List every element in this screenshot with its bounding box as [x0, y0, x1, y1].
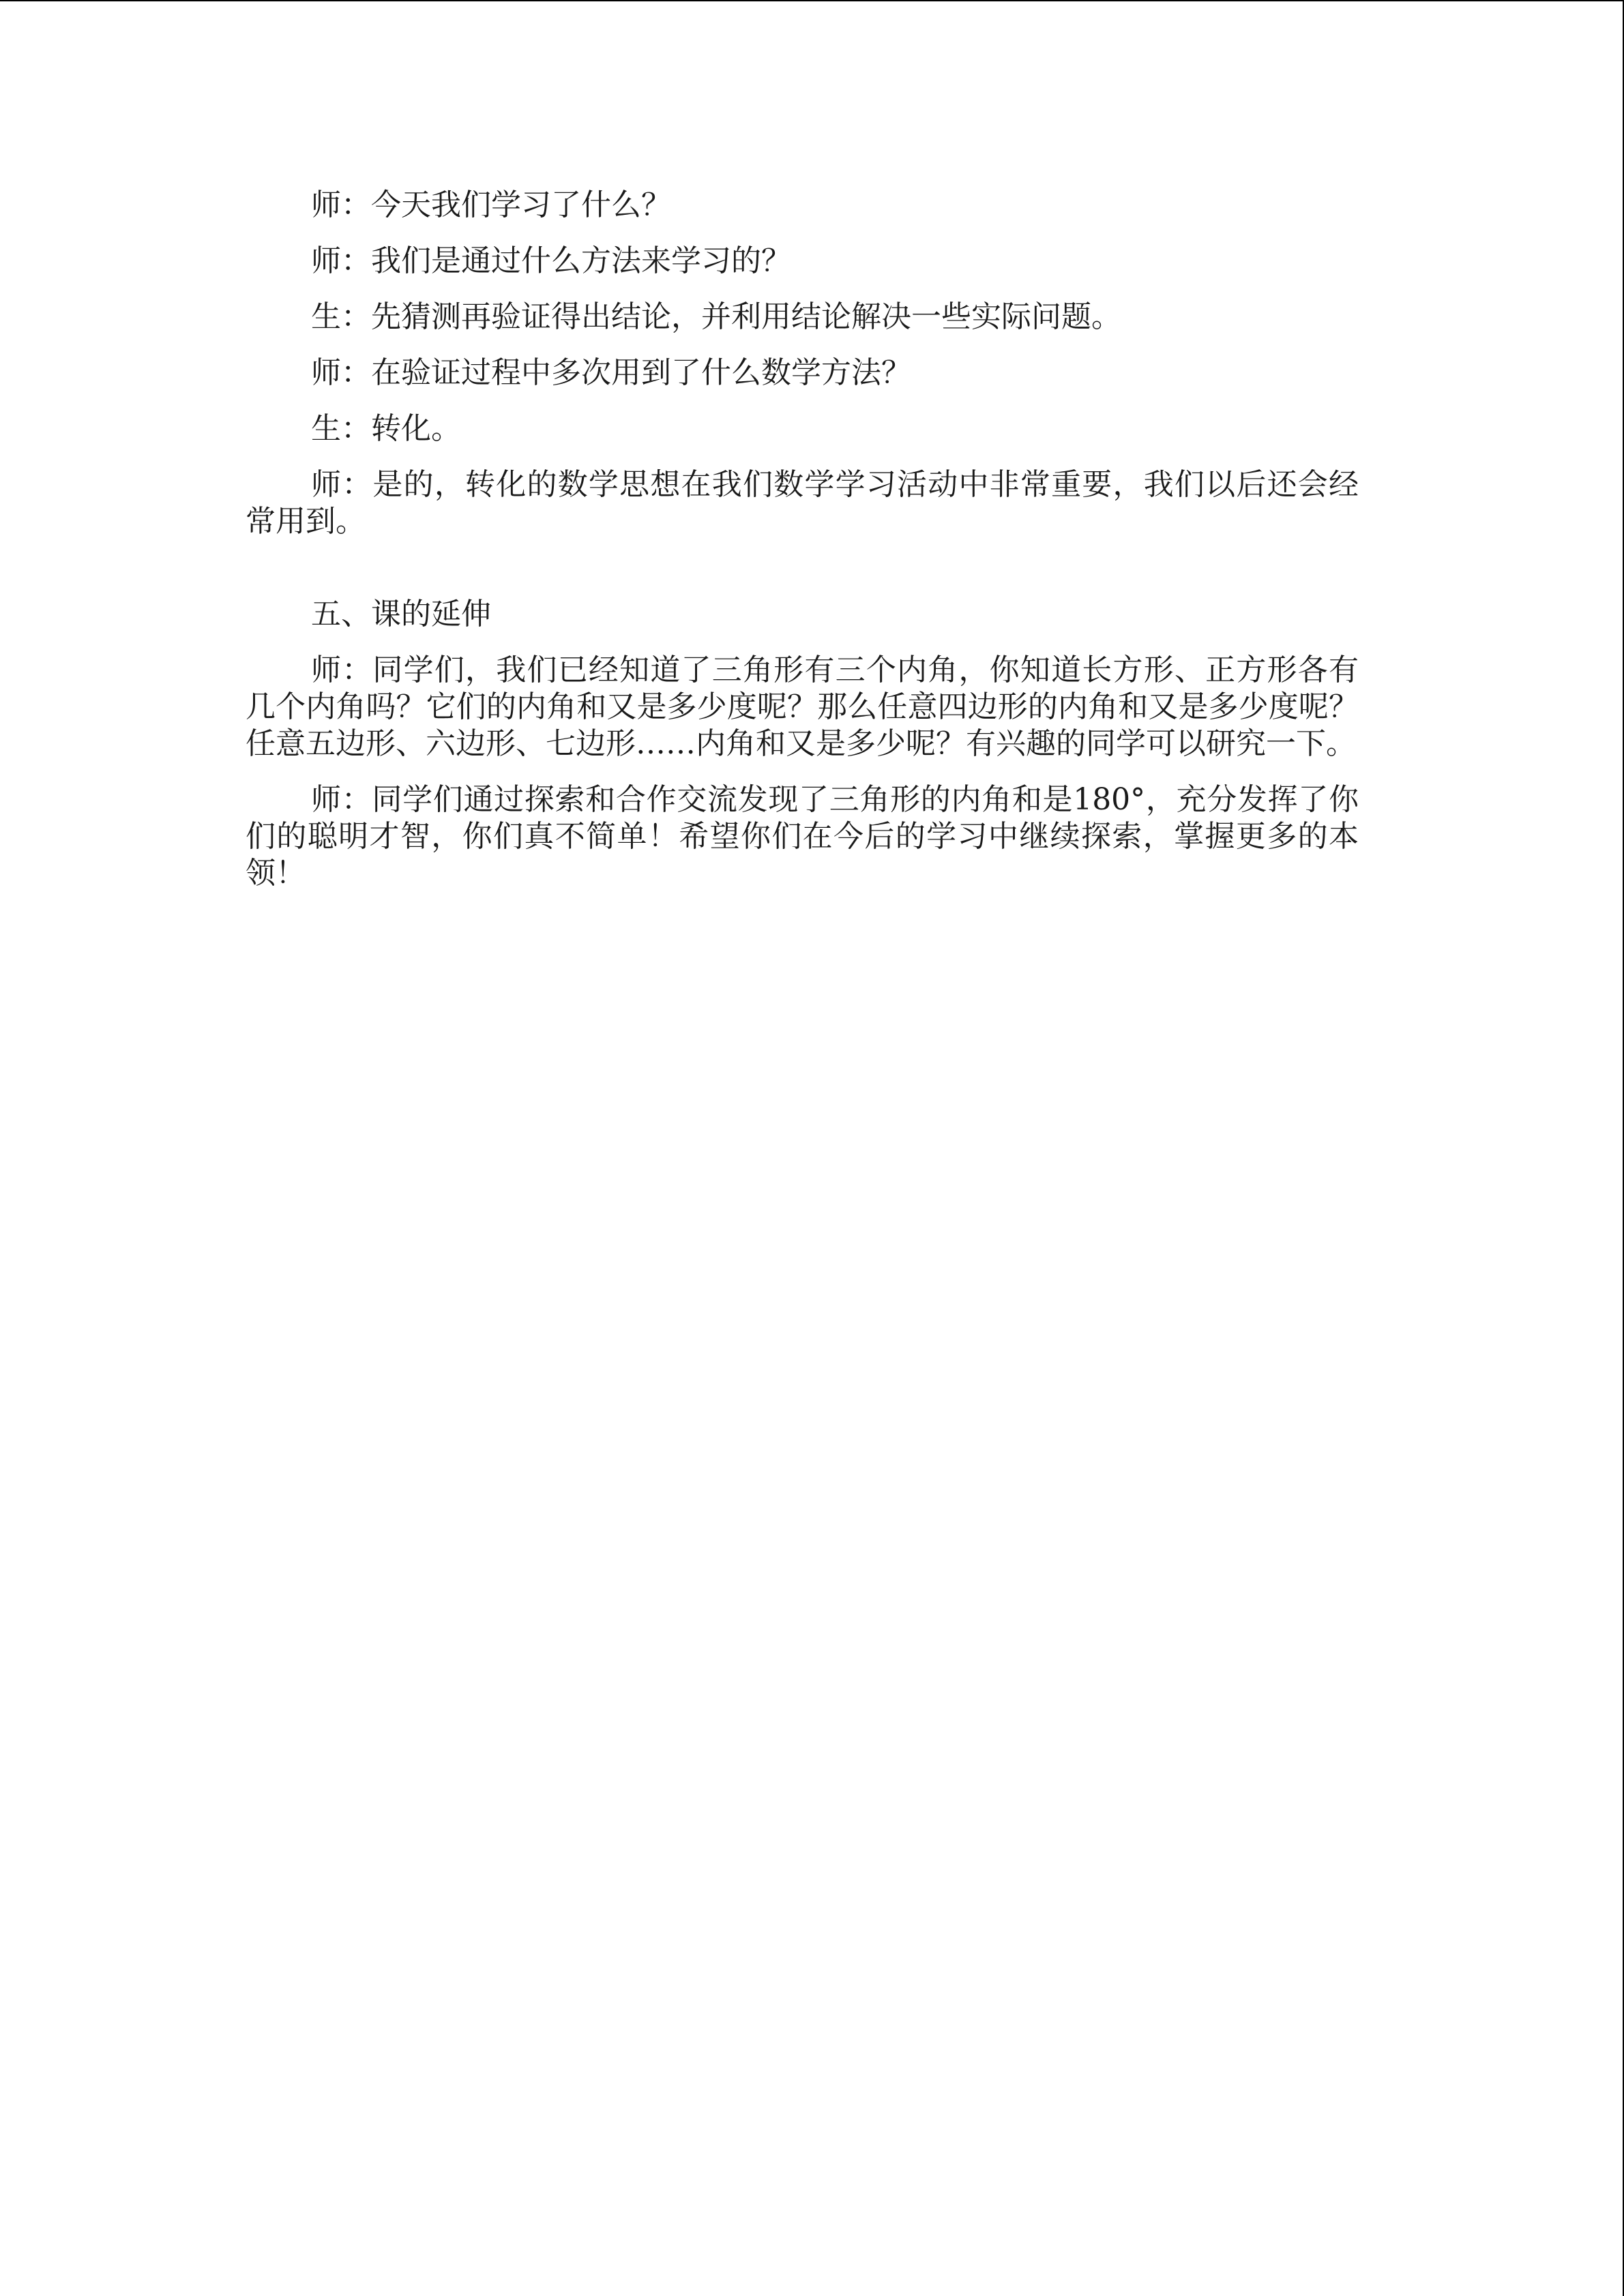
document-body [246, 187, 1359, 911]
dialogue-line-1: 师：今天我们学习了什么？ [311, 188, 671, 222]
section-heading: 五、课的延伸 [311, 597, 491, 631]
dialogue-line-5: 生：转化。 [311, 411, 461, 446]
dialogue-line-6: 师：是的，转化的数学思想在我们数学学习活动中非常重要，我们以后还会经常用到。 [246, 467, 1359, 539]
dialogue-line-4: 师：在验证过程中多次用到了什么数学方法？ [311, 355, 911, 390]
extension-paragraph-1: 师：同学们，我们已经知道了三角形有三个内角，你知道长方形、正方形各有几个内角吗？它们的内角和又是多少度呢？那么任意四边形的内角和又是多少度呢？任意五边形、六边形、七边形……内角和又是多少呢？有兴趣的同学可以研究一下。 [246, 653, 1359, 761]
dialogue-line-2: 师：我们是通过什么方法来学习的？ [311, 243, 791, 278]
dialogue-line-3: 生：先猜测再验证得出结论，并利用结论解决一些实际问题。 [311, 299, 1121, 334]
extension-paragraph-2: 师：同学们通过探索和合作交流发现了三角形的内角和是180°，充分发挥了你们的聪明才智，你们真不简单！希望你们在今后的学习中继续探索，掌握更多的本领！ [246, 782, 1359, 891]
